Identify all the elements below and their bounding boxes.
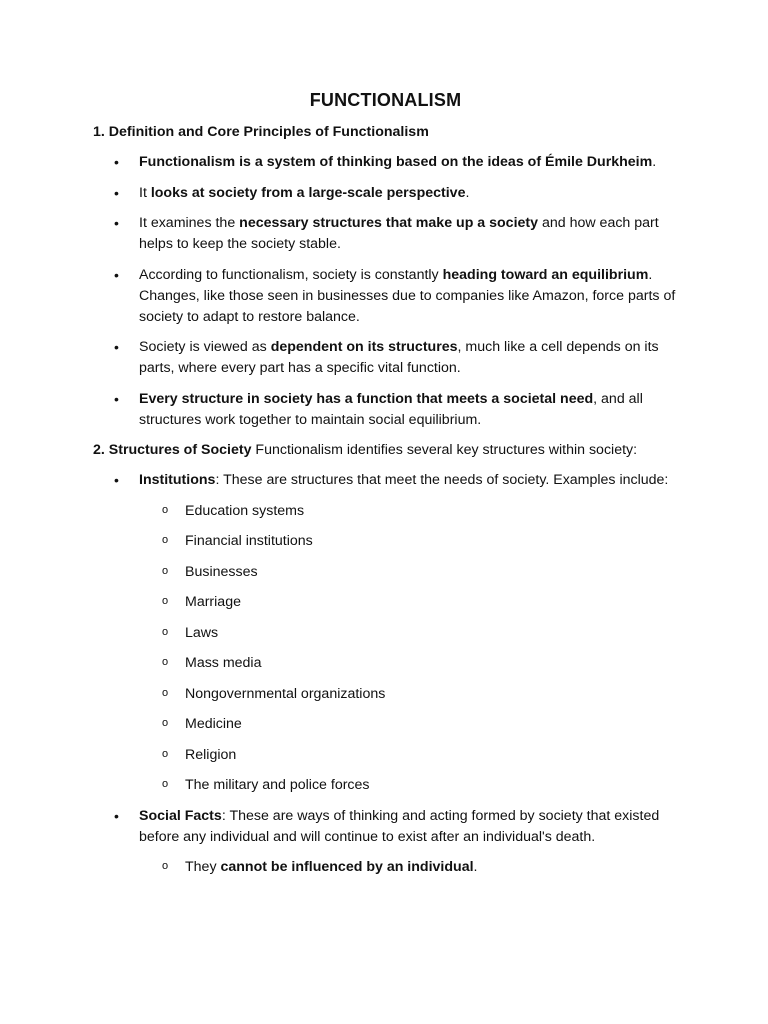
bold-text: Institutions: [139, 472, 216, 488]
text: .: [465, 184, 470, 201]
text: Society is viewed as: [139, 339, 271, 355]
section-2-heading-text: Functionalism identifies several key structures within society:: [251, 442, 638, 458]
section-2-list: [93, 470, 678, 878]
list-item: [93, 213, 678, 255]
list-item-institutions: [93, 470, 678, 796]
section-2-heading-bold: 2. Structures of Society: [93, 442, 252, 458]
bold-text: Every structure in society has a function that meets a societal need: [139, 390, 594, 407]
institutions-sublist: [139, 501, 678, 797]
section-1-heading-text: 1. Definition and Core Principles of Functionalism: [93, 124, 429, 140]
sub-list-item: o The military and police forces: [139, 775, 678, 796]
sub-list-item: o Marriage: [139, 592, 678, 613]
section-1-heading: [93, 122, 678, 143]
text: It examines the: [139, 215, 240, 231]
sub-list-item: o Nongovernmental organizations: [139, 684, 678, 705]
text: . Changes, like those seen in businesses due to companies like Amazon, force parts of society to adapt to restore balance.: [139, 266, 676, 325]
list-item: [93, 152, 678, 173]
sub-list-item: o Financial institutions: [139, 531, 678, 552]
text: , and all structures work together to maintain social equilibrium.: [139, 390, 643, 428]
sub-list-item: o Education systems: [139, 501, 678, 522]
text: According to functionalism, society is constantly: [139, 266, 443, 283]
section-1-list: [93, 152, 678, 431]
list-item: [93, 183, 678, 204]
sub-list-item: [139, 857, 678, 878]
sub-list-item: o Laws: [139, 623, 678, 644]
bold-text: Social Facts: [139, 807, 222, 824]
text: .: [652, 154, 657, 170]
list-item-social-facts: [93, 806, 678, 879]
bold-text: heading toward an equilibrium: [442, 266, 649, 283]
sub-list-item: o Medicine: [139, 714, 678, 735]
bold-text: dependent on its structures: [270, 339, 458, 355]
bold-text: necessary structures that make up a society: [239, 215, 539, 231]
section-2-heading: [93, 440, 678, 461]
text: They: [185, 859, 221, 875]
text: It: [139, 184, 151, 201]
list-item: [93, 337, 678, 379]
text: : These are structures that meet the needs of society. Examples include:: [215, 472, 669, 488]
bold-text: cannot be influenced by an individual: [220, 859, 474, 875]
sub-list-item: o Businesses: [139, 562, 678, 583]
bold-text: Functionalism is a system of thinking based on the ideas of Émile Durkheim: [139, 154, 653, 170]
list-item: [93, 265, 678, 328]
bold-text: looks at society from a large-scale perspective: [150, 184, 466, 201]
text: : These are ways of thinking and acting formed by society that existed before any individual and will continue to exist after an individual's death.: [139, 807, 660, 845]
sub-list-item: o Mass media: [139, 653, 678, 674]
text: and how each part helps to keep the society stable.: [139, 215, 659, 252]
list-item: [93, 389, 678, 431]
document-title: FUNCTIONALISM: [309, 90, 462, 110]
sub-list-item: o Religion: [139, 745, 678, 766]
text: .: [473, 859, 478, 875]
social-facts-sublist: [139, 857, 678, 878]
text: , much like a cell depends on its parts, where every part has a specific vital function.: [139, 339, 659, 376]
